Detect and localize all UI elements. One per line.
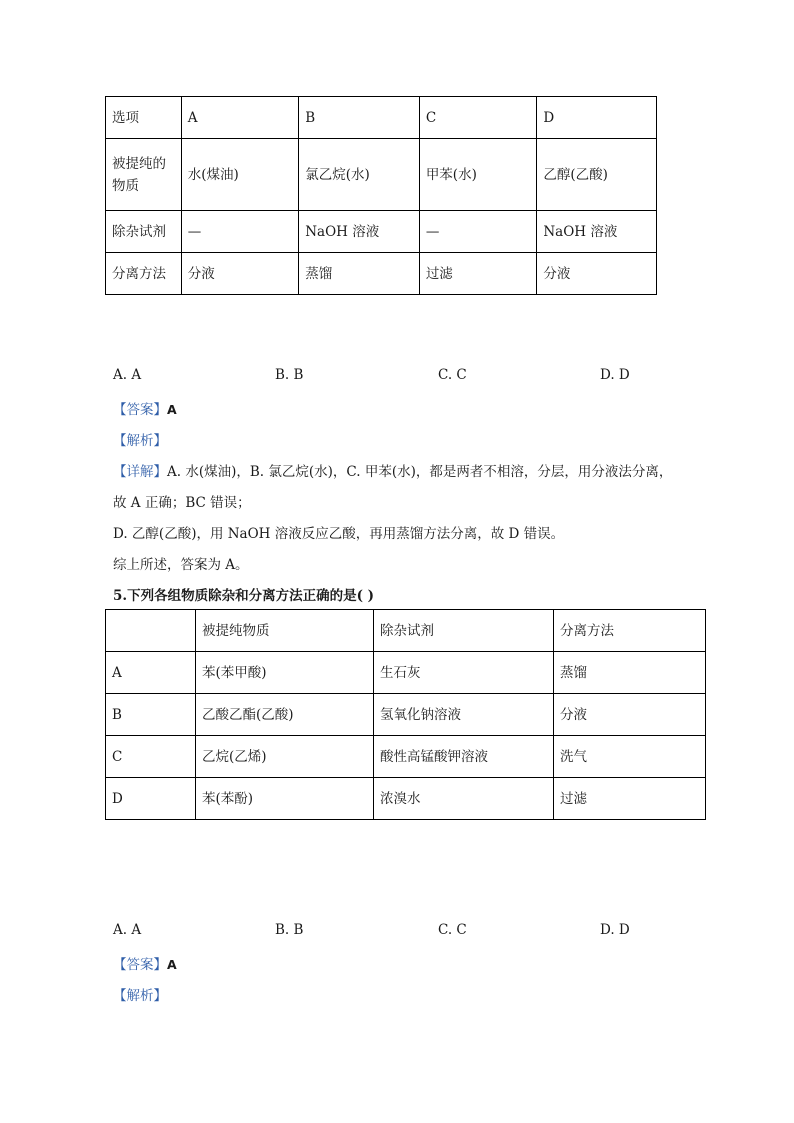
table-cell: — (419, 211, 537, 253)
detail-text: A. 水(煤油)，B. 氯乙烷(水)，C. 甲苯(水)，都是两者不相溶，分层，用分液法分离， (167, 464, 673, 480)
table-cell: 酸性高锰酸钾溶液 (374, 736, 554, 778)
table-cell: NaOH 溶液 (537, 211, 657, 253)
q4-answer (113, 398, 177, 418)
answer-tag: 【答案】 (113, 402, 167, 418)
q5-option-c: C. C (438, 922, 467, 938)
table-cell: C (106, 736, 196, 778)
table-cell: A (181, 97, 299, 139)
table-cell: 苯(苯酚) (196, 778, 374, 820)
table-cell: 被提纯的物质 (106, 139, 182, 211)
table-header-cell: 被提纯物质 (196, 610, 374, 652)
table-cell: 分离方法 (106, 253, 182, 295)
table-cell: NaOH 溶液 (299, 211, 420, 253)
q4-detail-line1 (113, 460, 672, 480)
q4-summary: 综上所述，答案为 A。 (113, 557, 249, 573)
q4-analysis-tag: 【解析】 (113, 433, 167, 449)
q5-question: 5.下列各组物质除杂和分离方法正确的是( ) (113, 588, 375, 604)
table-cell: 蒸馏 (554, 652, 706, 694)
q4-option-d: D. D (600, 367, 630, 383)
answer-value: A (167, 957, 177, 972)
q5-option-b: B. B (275, 922, 304, 938)
table-cell: 选项 (106, 97, 182, 139)
table-cell: C (419, 97, 537, 139)
table-header-cell: 分离方法 (554, 610, 706, 652)
table-row (106, 139, 657, 211)
detail-tag: 【详解】 (113, 464, 167, 480)
table-q5-options (105, 609, 706, 820)
table-cell: 乙酸乙酯(乙酸) (196, 694, 374, 736)
table-cell: 洗气 (554, 736, 706, 778)
table-cell: 乙烷(乙烯) (196, 736, 374, 778)
table-cell: 分液 (554, 694, 706, 736)
q5-analysis-tag: 【解析】 (113, 988, 167, 1004)
table-cell: — (181, 211, 299, 253)
q4-option-c: C. C (438, 367, 467, 383)
q5-answer (113, 953, 177, 973)
q4-detail-line2: 故 A 正确；BC 错误； (113, 495, 251, 511)
table-cell: 乙醇(乙酸) (537, 139, 657, 211)
table-header-cell: 除杂试剂 (374, 610, 554, 652)
table-row (106, 211, 657, 253)
table-cell: 苯(苯甲酸) (196, 652, 374, 694)
q5-option-a: A. A (113, 922, 142, 938)
table-cell: 除杂试剂 (106, 211, 182, 253)
table-cell: 浓溴水 (374, 778, 554, 820)
table-row (106, 652, 706, 694)
table-cell: 分液 (537, 253, 657, 295)
q4-detail-line3: D. 乙醇(乙酸)，用 NaOH 溶液反应乙酸，再用蒸馏方法分离，故 D 错误。 (113, 526, 565, 542)
answer-tag: 【答案】 (113, 957, 167, 973)
table-row (106, 778, 706, 820)
table-cell: 水(煤油) (181, 139, 299, 211)
table-header-cell (106, 610, 196, 652)
q5-option-d: D. D (600, 922, 630, 938)
table-cell: 过滤 (419, 253, 537, 295)
table-row (106, 736, 706, 778)
q4-option-a: A. A (113, 367, 142, 383)
table-header-row (106, 610, 706, 652)
table-cell: B (299, 97, 420, 139)
table-cell: 过滤 (554, 778, 706, 820)
table-row (106, 253, 657, 295)
table-cell: 分液 (181, 253, 299, 295)
table-cell: B (106, 694, 196, 736)
table-cell: 氯乙烷(水) (299, 139, 420, 211)
table-row (106, 97, 657, 139)
q4-option-b: B. B (275, 367, 304, 383)
answer-value: A (167, 402, 177, 417)
table-cell: D (106, 778, 196, 820)
table-cell: A (106, 652, 196, 694)
table-cell: D (537, 97, 657, 139)
table-q4-options (105, 96, 657, 295)
table-cell: 氢氧化钠溶液 (374, 694, 554, 736)
table-cell: 生石灰 (374, 652, 554, 694)
table-cell: 甲苯(水) (419, 139, 537, 211)
table-cell: 蒸馏 (299, 253, 420, 295)
table-row (106, 694, 706, 736)
